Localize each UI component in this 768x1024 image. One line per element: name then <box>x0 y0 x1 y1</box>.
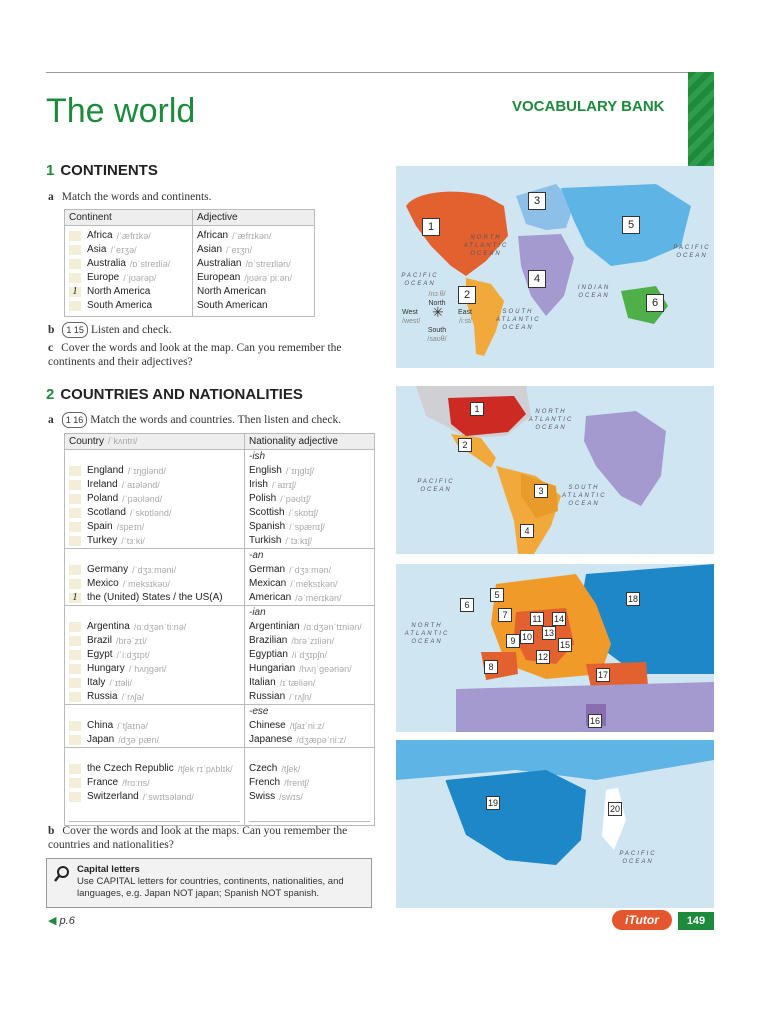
adjective-word: Chinese <box>249 720 286 731</box>
compass-west: West <box>402 309 418 316</box>
answer-box[interactable]: 1 <box>69 287 81 297</box>
vocab-word: the Czech Republic <box>87 763 174 774</box>
phonetic: /ˈdʒɜːməni/ <box>132 565 177 575</box>
phonetic: /tʃek/ <box>281 764 301 774</box>
ocean-label: PACIFIC OCEAN <box>417 479 455 493</box>
phonetic: /ˈkʌntri/ <box>108 436 138 446</box>
back-ref-text: p.6 <box>59 915 75 927</box>
vocab-word: Germany <box>87 564 129 575</box>
map-number-label: 6 <box>646 294 664 312</box>
col-continent: Continent <box>65 210 193 226</box>
phonetic: /ˈmeksɪkən/ <box>290 579 338 589</box>
east-asia-map-drawing <box>396 740 714 908</box>
vocab-word: Japan <box>87 734 115 745</box>
phonetic: /ˈhʌŋɡəri/ <box>128 664 167 674</box>
s2-instruction-a <box>48 412 341 428</box>
vocab-word: Mexico <box>87 578 119 589</box>
phonetic: /dʒæpəˈniːz/ <box>296 735 347 745</box>
instruction-text: Listen and check. <box>90 324 172 336</box>
map-number-label: 3 <box>528 192 546 210</box>
compass-east: East <box>457 309 472 316</box>
top-rule <box>46 72 714 73</box>
phonetic: /ˈskɒtlənd/ <box>129 508 172 518</box>
answer-box[interactable] <box>69 536 81 546</box>
phonetic: /ˈpəʊlɪʃ/ <box>280 494 311 504</box>
nationality-col <box>245 705 375 748</box>
adjective-word: Hungarian <box>249 663 296 674</box>
item-letter: b <box>48 825 55 837</box>
map-number-label: 4 <box>528 270 546 288</box>
ocean-label: INDIAN OCEAN <box>577 285 611 299</box>
section-title: COUNTRIES AND NATIONALITIES <box>60 386 303 403</box>
country-col <box>65 450 245 549</box>
map-number-label: 8 <box>484 660 498 674</box>
map-number-label: 11 <box>530 612 544 626</box>
map-number-label: 6 <box>460 598 474 612</box>
vocab-word: Scotland <box>87 507 126 518</box>
phonetic: /ˈɪŋɡlənd/ <box>127 466 166 476</box>
answer-box[interactable] <box>69 508 81 518</box>
answer-box[interactable] <box>69 650 81 660</box>
answer-box[interactable] <box>69 301 81 311</box>
item-letter: b <box>48 324 55 336</box>
answer-box[interactable] <box>69 792 81 802</box>
africa-shape <box>518 234 574 316</box>
country-col <box>65 606 245 705</box>
section-1-heading <box>46 162 158 179</box>
answer-box[interactable] <box>69 480 81 490</box>
vocab-word: Argentina <box>87 621 130 632</box>
compass-rose <box>402 290 472 344</box>
map-number-label: 5 <box>490 588 504 602</box>
suffix-label: -ese <box>249 706 269 717</box>
continents-map <box>396 166 714 368</box>
answer-box[interactable] <box>69 692 81 702</box>
item-letter: c <box>48 342 54 354</box>
section-2-heading <box>46 386 303 403</box>
phonetic: /dʒəˈpæn/ <box>118 735 160 745</box>
vocab-word: Asia <box>87 244 107 255</box>
s1-instruction-b <box>48 322 172 338</box>
adjective-word: French <box>249 777 281 788</box>
nationality-col <box>245 606 375 705</box>
answer-box[interactable] <box>69 579 81 589</box>
phonetic: /ˈɪŋɡlɪʃ/ <box>285 466 315 476</box>
page-title: The world <box>46 92 196 130</box>
phonetic: /ˈiːdʒɪpt/ <box>116 650 150 660</box>
compass-south-phonetic: /saʊθ/ <box>427 336 447 343</box>
audio-track-badge[interactable]: 1 16 <box>62 412 88 428</box>
map-number-label: 14 <box>553 614 564 624</box>
table-row <box>65 549 375 606</box>
phonetic: /ɒˈstreɪliə/ <box>129 259 171 269</box>
note-title: Capital letters <box>77 864 140 875</box>
vocab-word: Turkey <box>87 535 118 546</box>
vocab-word: Switzerland <box>87 791 139 802</box>
nationality-col <box>245 549 375 606</box>
compass-north-phonetic: /nɔːθ/ <box>428 291 446 298</box>
country-col <box>65 705 245 748</box>
compass-north: North <box>428 300 446 307</box>
vocab-word: France <box>87 777 119 788</box>
phonetic: /swɪs/ <box>279 792 303 802</box>
phonetic: /ɒˈstreɪliən/ <box>245 259 291 269</box>
map-number-label: 7 <box>498 608 512 622</box>
vocab-word: Hungary <box>87 663 125 674</box>
adjective-word: Scottish <box>249 507 285 518</box>
capital-letters-note <box>46 858 372 908</box>
adjective-word: Asian <box>197 244 223 255</box>
phonetic: /ɑːdʒənˈtɪniən/ <box>303 622 362 632</box>
map-number-label: 4 <box>520 524 534 538</box>
phonetic: /ɪˈtæliən/ <box>279 678 316 688</box>
ocean-label: SOUTH ATLANTIC OCEAN <box>496 309 541 331</box>
table-row <box>65 226 315 317</box>
adjective-word: African <box>197 230 229 241</box>
phonetic: /ˈaɪələnd/ <box>121 480 160 490</box>
adjective-word: Argentinian <box>249 621 300 632</box>
adjective-word: Mexican <box>249 578 287 589</box>
answer-box[interactable] <box>69 522 81 532</box>
continents-table <box>64 209 315 317</box>
phonetic: /ˈɪtəli/ <box>109 678 133 688</box>
s1-instruction-a <box>48 190 212 204</box>
country-col <box>65 748 245 823</box>
countries-table-wrap <box>64 433 375 826</box>
country-col <box>65 549 245 606</box>
instruction-text: Cover the words and look at the maps. Can you remember the countries and nationalities? <box>48 825 348 851</box>
adjective-word: Russian <box>249 691 286 702</box>
vocab-word: Italy <box>87 677 106 688</box>
map-number-label: 3 <box>534 484 548 498</box>
vocab-word: North America <box>87 286 151 297</box>
vocab-word: Egypt <box>87 649 113 660</box>
nationality-col <box>245 748 375 823</box>
adjective-word: Japanese <box>249 734 293 745</box>
countries-table <box>64 433 375 826</box>
suffix-label: -an <box>249 550 264 561</box>
vocab-word: Australia <box>87 258 126 269</box>
adjective-word: Egyptian <box>249 649 288 660</box>
s2-instruction-b <box>48 824 368 852</box>
adjective-word: Irish <box>249 479 268 490</box>
item-letter: a <box>48 414 54 426</box>
phonetic: /tʃaɪˈniːz/ <box>289 721 325 731</box>
map-number-label: 5 <box>622 216 640 234</box>
phonetic: /brəˈzɪliən/ <box>291 636 335 646</box>
item-letter: a <box>48 191 54 203</box>
phonetic: /ˈtʃaɪnə/ <box>117 721 148 731</box>
ocean-label: PACIFIC OCEAN <box>673 245 711 259</box>
nationality-col <box>245 450 375 549</box>
section-title: CONTINENTS <box>60 162 158 179</box>
map-number-label: 1 <box>470 402 484 416</box>
phonetic: /ˈrʌʃn/ <box>289 692 312 702</box>
table-row <box>65 748 375 823</box>
col-country <box>65 434 245 450</box>
magnifier-icon <box>53 865 71 883</box>
back-arrow-icon: ◀ <box>48 915 57 927</box>
map-number-label: 1 <box>422 218 440 236</box>
suffix-label <box>249 748 370 762</box>
phonetic: /ˈaɪrɪʃ/ <box>271 480 297 490</box>
phonetic: /ˈmeksɪkəʊ/ <box>122 579 171 589</box>
note-text: Use CAPITAL letters for countries, continents, nationalities, and languages, e.g. Japan NOT japan; Spanish NOT spanish. <box>77 876 344 899</box>
usa-shape <box>448 396 526 436</box>
table-row <box>65 450 375 549</box>
map-number-label: 2 <box>458 286 476 304</box>
phonetic: /speɪn/ <box>116 522 145 532</box>
adjective-word: Turkish <box>249 535 282 546</box>
compass-west-phonetic: /west/ <box>402 318 421 325</box>
ocean-label: PACIFIC OCEAN <box>401 273 439 287</box>
adjective-word: Swiss <box>249 791 276 802</box>
compass-south: South <box>427 327 447 334</box>
europe-map <box>396 564 714 732</box>
answer-box[interactable] <box>69 664 81 674</box>
adjective-word: English <box>249 465 282 476</box>
vocab-word: Ireland <box>87 479 118 490</box>
compass-star-icon: ✳ <box>432 304 444 320</box>
answer-box[interactable] <box>69 245 81 255</box>
phonetic: /ˈæfrɪkə/ <box>116 231 151 241</box>
answer-box[interactable] <box>69 721 81 731</box>
adjective-word: American <box>249 592 292 603</box>
adjective-word: Brazilian <box>249 635 288 646</box>
vocab-word: Spain <box>87 521 113 532</box>
adjective-word: Czech <box>249 763 278 774</box>
map-number-label: 16 <box>589 716 600 726</box>
continent-col <box>65 226 193 317</box>
phonetic: /ˈtɜːki/ <box>121 536 145 546</box>
vocab-word: England <box>87 465 124 476</box>
continents-table-wrap <box>64 209 315 317</box>
answer-box[interactable] <box>69 466 81 476</box>
map-number-label: 19 <box>487 798 498 808</box>
answer-box[interactable] <box>69 565 81 575</box>
col-country-label: Country <box>69 436 105 447</box>
europe-map-drawing <box>396 564 714 732</box>
phonetic: /frentʃ/ <box>284 778 310 788</box>
phonetic: /ˈrʌʃə/ <box>121 692 145 702</box>
ocean-label: PACIFIC OCEAN <box>619 851 657 865</box>
answer-box[interactable] <box>69 273 81 283</box>
answer-box[interactable] <box>69 764 81 774</box>
ocean-label: SOUTH ATLANTIC OCEAN <box>562 485 607 507</box>
map-number-label: 18 <box>627 594 638 604</box>
russia-shape <box>396 740 714 780</box>
adjective-word: European <box>197 272 241 283</box>
answer-box[interactable] <box>69 678 81 688</box>
vocab-word: Russia <box>87 691 118 702</box>
answer-box[interactable] <box>69 622 81 632</box>
ocean-label: NORTH ATLANTIC OCEAN <box>404 623 450 645</box>
vocab-word: Brazil <box>87 635 113 646</box>
adjective-word: South American <box>197 300 268 311</box>
audio-track-badge[interactable]: 1 15 <box>62 322 88 338</box>
answer-box[interactable] <box>69 231 81 241</box>
japan-shape <box>602 788 626 850</box>
vocab-word: Poland <box>87 493 119 504</box>
phonetic: /ˈswɪtsələnd/ <box>142 792 194 802</box>
answer-box[interactable] <box>69 735 81 745</box>
adjective-word: Spanish <box>249 521 286 532</box>
s1-instruction-c <box>48 341 368 369</box>
instruction-text: Match the words and countries. Then listen and check. <box>90 414 342 426</box>
col-adjective: Adjective <box>193 210 315 226</box>
table-row <box>65 705 375 748</box>
page-number: 149 <box>678 912 714 930</box>
map-number-label: 15 <box>559 640 570 650</box>
phonetic: /ˈæfrɪkən/ <box>232 231 272 241</box>
map-number-label: 2 <box>458 438 472 452</box>
phonetic: /ˈspænɪʃ/ <box>289 522 325 532</box>
col-nationality: Nationality adjective <box>245 434 375 450</box>
phonetic: /hʌŋˈɡeəriən/ <box>299 664 352 674</box>
phonetic: /ˈpəʊlənd/ <box>122 494 163 504</box>
vocab-word: the (United) States / the US(A) <box>87 592 223 603</box>
adjective-word: Italian <box>249 677 276 688</box>
phonetic: /iˈdʒɪpʃn/ <box>291 650 328 660</box>
phonetic: /ˈtɜːkɪʃ/ <box>285 536 313 546</box>
adjective-col <box>193 226 315 317</box>
phonetic: /ɑːdʒənˈtiːnə/ <box>133 622 187 632</box>
vocab-word: South America <box>87 300 153 311</box>
adjective-word: German <box>249 564 286 575</box>
east-asia-map <box>396 740 714 908</box>
map-number-label: 20 <box>609 804 620 814</box>
map-number-label: 17 <box>597 670 608 680</box>
answer-box[interactable] <box>69 494 81 504</box>
phonetic: /ˈeɪʒə/ <box>110 245 137 255</box>
map-number-label: 13 <box>543 628 554 638</box>
ocean-label: NORTH ATLANTIC OCEAN <box>463 235 509 257</box>
africa-shape <box>456 682 714 732</box>
answer-box[interactable] <box>69 636 81 646</box>
back-reference[interactable] <box>48 914 75 927</box>
vocabulary-bank-label: VOCABULARY BANK <box>512 98 665 115</box>
table-row <box>65 606 375 705</box>
phonetic: /tʃek rɪˈpʌblɪk/ <box>177 764 233 774</box>
answer-box[interactable] <box>69 259 81 269</box>
phonetic: /ˈskɒtɪʃ/ <box>288 508 319 518</box>
map-number-label: 9 <box>506 634 520 648</box>
instruction-text: Cover the words and look at the map. Can you remember the continents and their adjectives? <box>48 342 342 368</box>
section-number: 1 <box>46 162 55 179</box>
adjective-word: Polish <box>249 493 277 504</box>
itutor-logo: iTutor <box>612 910 672 930</box>
adjective-word: Australian <box>197 258 242 269</box>
answer-box[interactable]: 1 <box>69 593 81 603</box>
phonetic: /əˈmerɪkən/ <box>295 593 342 603</box>
suffix-label: -ish <box>249 451 266 462</box>
section-number: 2 <box>46 386 55 403</box>
suffix-label: -ian <box>249 607 266 618</box>
phonetic: /ˈeɪʒn/ <box>226 245 253 255</box>
map-number-label: 12 <box>537 652 548 662</box>
adjective-word: North American <box>197 286 266 297</box>
phonetic: /frɑːns/ <box>122 778 150 788</box>
vocab-word: China <box>87 720 114 731</box>
compass-east-phonetic: /iːst/ <box>459 318 472 325</box>
phonetic: /ˈdʒɜːmən/ <box>289 565 332 575</box>
vocab-word: Europe <box>87 272 120 283</box>
phonetic: /brəˈzɪl/ <box>116 636 147 646</box>
map-number-label: 10 <box>521 632 532 642</box>
ocean-label: NORTH ATLANTIC OCEAN <box>528 409 574 431</box>
instruction-text: Match the words and continents. <box>61 191 212 203</box>
phonetic: /jʊərəˈpiːən/ <box>244 273 293 283</box>
americas-map <box>396 386 714 554</box>
answer-box[interactable] <box>69 778 81 788</box>
vocab-word: Africa <box>87 230 113 241</box>
phonetic: /ˈjʊərəp/ <box>123 273 157 283</box>
